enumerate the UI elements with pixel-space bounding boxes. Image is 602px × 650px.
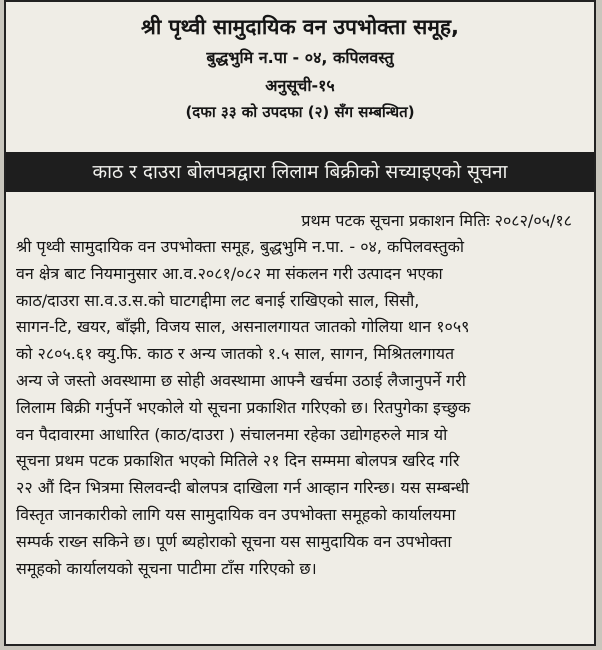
notice-body bbox=[16, 234, 584, 582]
body-line: सूचना प्रथम पटक प्रकाशित भएको मितिले २१ दिन सम्ममा बोलपत्र खरिद गरि bbox=[16, 451, 460, 471]
body-line: को २८०५.६१ क्यु.फि. काठ र अन्य जातको १.५ साल, सागन, मिश्रितलगायत bbox=[16, 344, 455, 364]
body-line: काठ/दाउरा सा.व.उ.स.को घाटगद्दीमा लट बनाई राखिएको साल, सिसौ, bbox=[16, 290, 420, 310]
body-line: वन पैदावारमा आधारित (काठ/दाउरा ) संचालनमा रहेका उद्योगहरुले मात्र यो bbox=[16, 424, 448, 444]
publication-date: प्रथम पटक सूचना प्रकाशन मितिः २०८२/०५/१८ bbox=[301, 211, 572, 230]
notice-title-banner: काठ र दाउरा बोलपत्रद्वारा लिलाम बिक्रीको सच्याइएको सूचना bbox=[6, 152, 594, 192]
notice-header bbox=[6, 2, 594, 124]
body-line: लिलाम बिक्री गर्नुपर्ने भएकोले यो सूचना प्रकाशित गरिएको छ। रितपुगेका इच्छुक bbox=[16, 397, 471, 417]
body-line: सागन-टि, खयर, बाँझी, विजय साल, असनालगायत जातको गोलिया थान १०५९ bbox=[16, 317, 470, 337]
legal-reference: (दफा ३३ को उपदफा (२) सँग सम्बन्धित) bbox=[185, 103, 415, 121]
body-line: २२ औं दिन भित्रमा सिलवन्दी बोलपत्र दाखिला गर्न आव्हान गरिन्छ। यस सम्बन्धी bbox=[16, 478, 470, 498]
body-line: सम्पर्क राख्न सकिने छ। पूर्ण ब्यहोराको सूचना यस सामुदायिक वन उपभोक्ता bbox=[16, 531, 452, 551]
body-line: श्री पृथ्वी सामुदायिक वन उपभोक्ता समूह, बुद्धभुमि न.पा. - ०४, कपिलवस्तुको bbox=[16, 237, 465, 256]
body-line: समूहको कार्यालयको सूचना पाटीमा टाँस गरिएको छ। bbox=[16, 558, 317, 578]
notice-paper bbox=[4, 0, 596, 646]
organization-address: बुद्धभुमि न.पा - ०४, कपिलवस्तु bbox=[206, 48, 394, 67]
body-line: अन्य जे जस्तो अवस्थामा छ सोही अवस्थामा आफ्नै खर्चमा उठाई लैजानुपर्ने गरी bbox=[16, 370, 466, 390]
body-line: वन क्षेत्र बाट नियमानुसार आ.व.२०८१/०८२ मा संकलन गरी उत्पादन भएका bbox=[16, 263, 443, 283]
body-line: विस्तृत जानकारीको लागि यस सामुदायिक वन उपभोक्ता समूहको कार्यालयमा bbox=[16, 504, 456, 524]
organization-name: श्री पृथ्वी सामुदायिक वन उपभोक्ता समूह, bbox=[140, 15, 460, 39]
schedule-label: अनुसूची-१५ bbox=[265, 76, 335, 95]
